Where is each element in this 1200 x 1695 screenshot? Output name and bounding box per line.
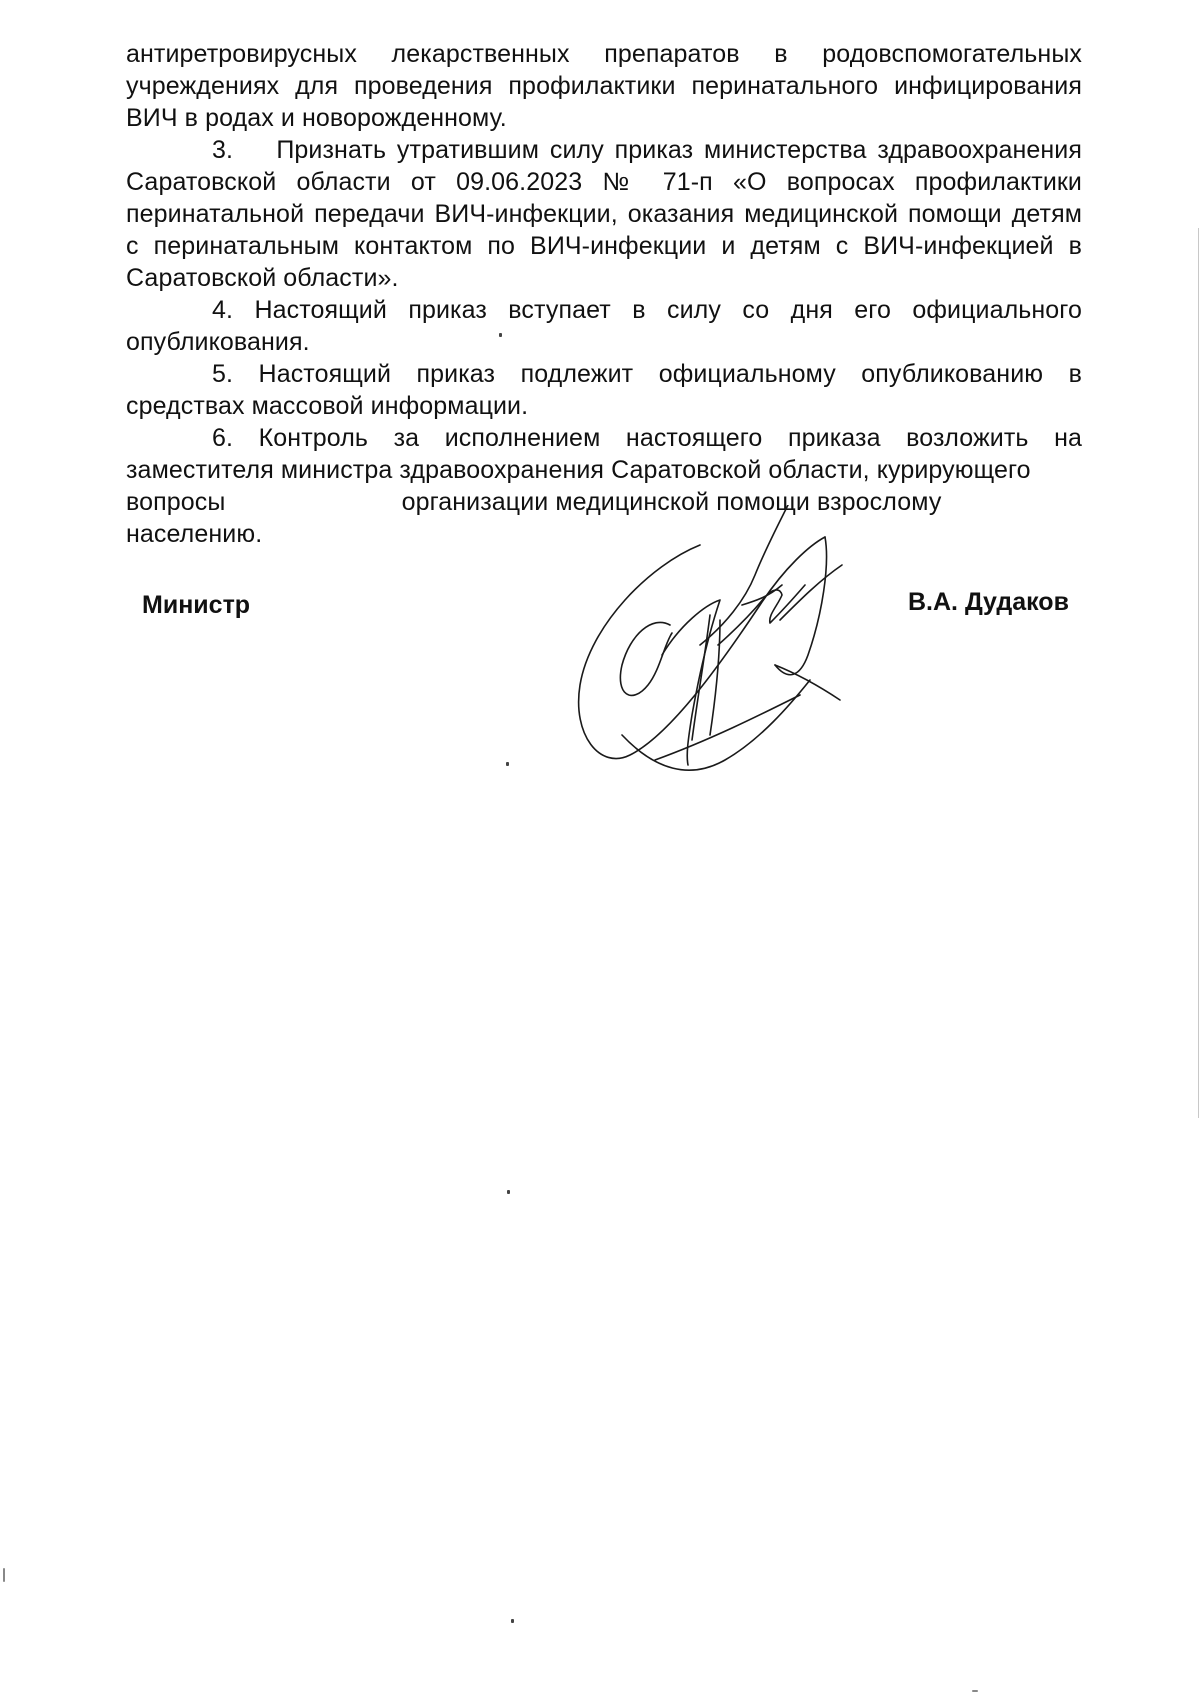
scan-edge-line (1198, 228, 1199, 1118)
scan-speck (507, 1190, 510, 1194)
signatory-title: Министр (142, 591, 251, 619)
scan-speck (511, 1619, 514, 1623)
paragraph-intro: антиретровирусных лекарственных препаратов в родовспомогательных учреждениях для проведения профилактики перинатального инфицирования ВИЧ в родах и новорожденному. (126, 40, 1082, 132)
scan-speck (3, 1568, 5, 1582)
scan-speck (972, 1690, 978, 1692)
signatory-name: В.А. Дудаков (908, 588, 1069, 616)
handwritten-signature (560, 505, 890, 805)
paragraph-6: 6. Контроль за исполнением настоящего приказа возложить на заместителя министра здравоохранения Саратовской области, курирующего (126, 424, 1082, 484)
document-body (126, 38, 1082, 550)
paragraph-4: 4. Настоящий приказ вступает в силу со дня его официального опубликования. (126, 296, 1082, 356)
paragraph-5: 5. Настоящий приказ подлежит официальному опубликованию в средствах массовой информации. (126, 360, 1082, 420)
paragraph-3: 3. Признать утратившим силу приказ министерства здравоохранения Саратовской области от 09.06.2023 № 71-п «О вопросах профилактики перинатальной передачи ВИЧ-инфекции, оказания медицинской помощи детям с перинатальным контактом по ВИЧ-инфекции и детям с ВИЧ-инфекцией в Саратовской области». (126, 136, 1082, 292)
scan-speck (506, 762, 509, 766)
scan-speck (499, 333, 502, 337)
paragraph-6-last-line: вопросы организации медицинской помощи взрослому населению. (126, 488, 942, 548)
